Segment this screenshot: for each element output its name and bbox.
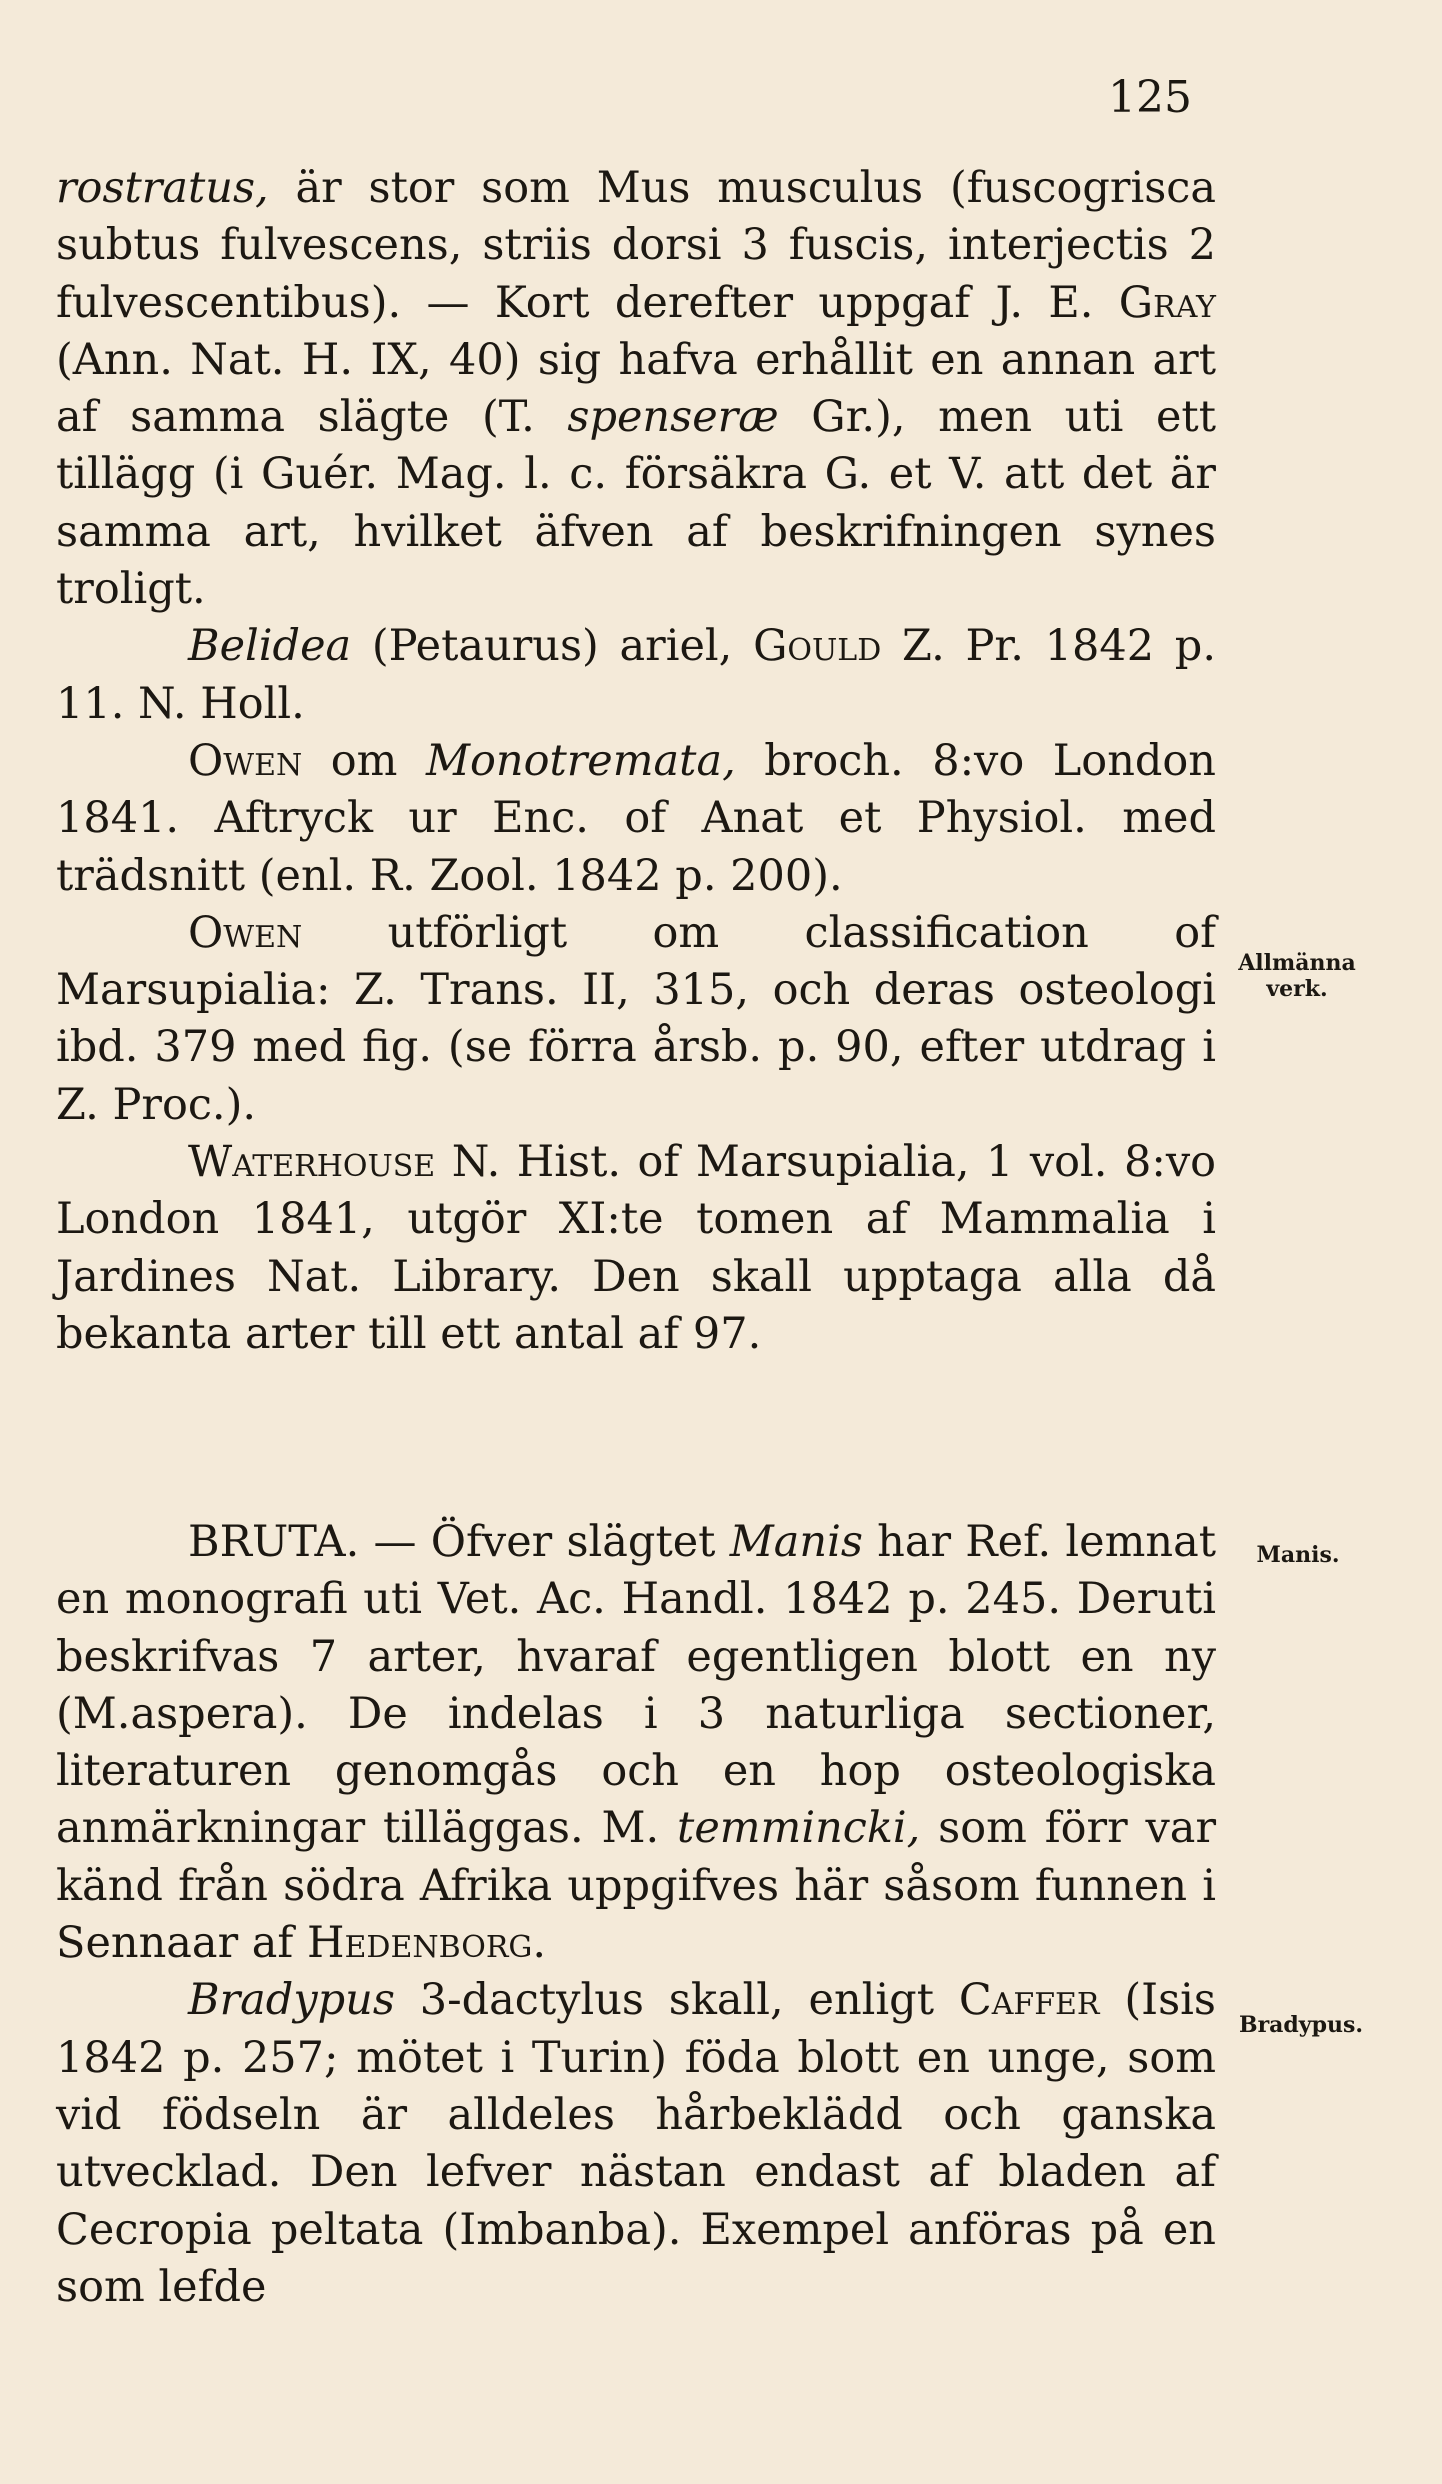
paragraph-text: (Petaurus) ariel, — [351, 621, 754, 672]
paragraph-text: om — [302, 735, 426, 786]
genus-name: Manis — [729, 1517, 863, 1567]
paragraph-owen-marsupialia — [56, 905, 1216, 1134]
paragraph-text: (Ann. Nat. H. IX, 40) sig hafva erhållit en annan art af samma slägte (T. — [56, 334, 1216, 443]
margin-note-manis: Manis. — [1256, 1542, 1340, 1568]
paragraph-text: är stor som Mus musculus (fuscogrisca subtus fulvescens, striis dorsi 3 fuscis, interjectis 2 fulvescentibus). — Kort derefter uppgaf J. E. — [56, 163, 1216, 328]
paragraph-belidea — [56, 618, 1216, 733]
section-heading: BRUTA. — [188, 1517, 360, 1567]
paragraph-text: 3-dactylus skall, enligt — [394, 1975, 959, 2026]
lower-text-block — [56, 1514, 1216, 2316]
genus-name: Belidea — [188, 621, 352, 672]
margin-note-allmanna-verk — [1212, 950, 1382, 1002]
paragraph-text: N. Hist. of Marsupialia, 1 vol. 8:vo London 1841, utgör XI:te tomen af Mammalia i Jardines Nat. Library. Den skall upptaga alla då bekanta arter till ett antal af 97. — [56, 1137, 1216, 1359]
author-name: Waterhouse — [188, 1137, 436, 1188]
paragraph-bruta — [56, 1514, 1216, 1972]
paragraph-text: utförligt om classification of Marsupialia: Z. Trans. II, 315, och deras osteologi ibd. 379 med fig. (se förra årsb. p. 90, efter utdrag i Z. Proc.). — [56, 907, 1216, 1130]
paragraph-rostratus — [56, 160, 1216, 618]
author-name: Owen — [188, 735, 303, 786]
author-name: Hedenborg — [307, 1918, 533, 1969]
paragraph-text: som förr var känd från södra Afrika uppgifves här såsom funnen i Sennaar af — [56, 1803, 1216, 1969]
species-name: spenseræ — [567, 392, 779, 443]
upper-text-block — [56, 160, 1216, 1363]
species-name: rostratus, — [56, 163, 269, 213]
work-title: Monotremata, — [425, 735, 736, 786]
species-name: temmincki, — [677, 1803, 921, 1854]
genus-name: Bradypus — [188, 1975, 395, 2026]
author-name: Caffer — [958, 1975, 1100, 2026]
paragraph-text: . — [532, 1918, 547, 1969]
margin-note-bradypus: Bradypus. — [1238, 2012, 1364, 2038]
paragraph-text: har Ref. lemnat en monografi uti Vet. Ac. Handl. 1842 p. 245. Deruti beskrifvas 7 arter, hvaraf egentligen blott en ny (M.aspera). De indelas i 3 naturliga sectioner, literaturen genomgås och en hop osteologiska anmärkningar tilläggas. M. — [56, 1517, 1216, 1854]
paragraph-bradypus — [56, 1972, 1216, 2316]
margin-note-line: Allmänna — [1238, 950, 1356, 976]
paragraph-text: broch. 8:vo London 1841. Aftryck ur Enc. of Anat et Physiol. med trädsnitt (enl. R. Zool. 1842 p. 200). — [56, 735, 1216, 901]
paragraph-text: (Isis 1842 p. 257; mötet i Turin) föda blott en unge, som vid födseln är alldeles hårbeklädd och ganska utvecklad. Den lefver nästan endast af bladen af Cecropia peltata (Imbanba). Exempel anföras på en som lefde — [56, 1975, 1216, 2312]
paragraph-waterhouse — [56, 1134, 1216, 1363]
paragraph-owen-monotremata — [56, 733, 1216, 905]
author-name: Gray — [1118, 277, 1216, 328]
author-name: Gould — [753, 621, 882, 672]
paragraph-text: Z. Pr. 1842 p. 11. N. Holl. — [56, 621, 1216, 729]
page-number: 125 — [1108, 72, 1192, 123]
author-name: Owen — [188, 907, 303, 958]
paragraph-text: Gr.), men uti ett tillägg (i Guér. Mag. l. c. försäkra G. et V. att det är samma art, hvilket äfven af beskrifningen synes troligt. — [56, 392, 1216, 615]
margin-note-line: verk. — [1266, 976, 1328, 1002]
paragraph-text: — Öfver slägtet — [359, 1517, 730, 1567]
